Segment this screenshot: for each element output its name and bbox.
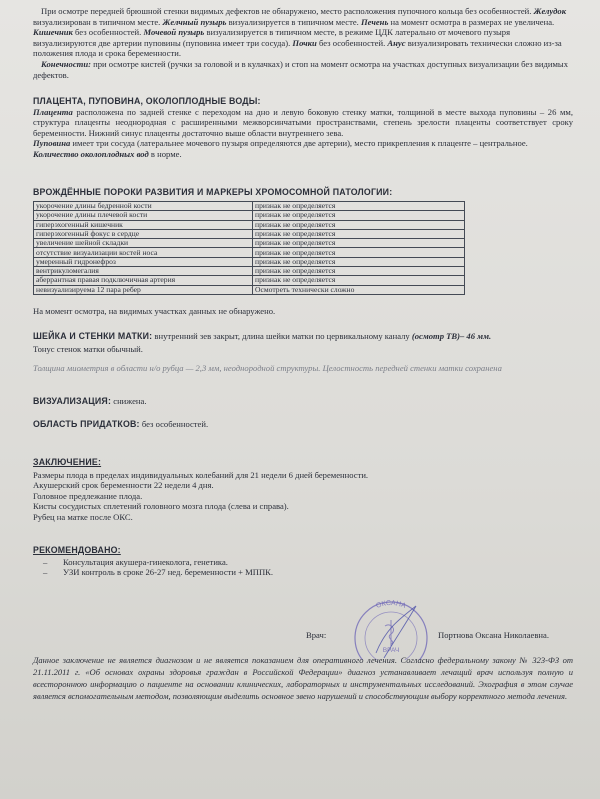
amniotic-fluid-text: в норме. bbox=[150, 148, 182, 159]
doctor-name: Портнова Оксана Николаевна. bbox=[438, 630, 549, 640]
liver-label: Печень bbox=[360, 16, 389, 27]
limbs-text: при осмотре кистей (ручки за головой и в кулачках) и стоп на момент осмотра на участках доступных визуализации без видимых дефектов. bbox=[33, 58, 568, 80]
markers-note bbox=[33, 306, 573, 317]
conclusion-heading: ЗАКЛЮЧЕНИЕ: bbox=[33, 457, 102, 467]
conclusion-section bbox=[33, 457, 573, 523]
markers-section bbox=[33, 187, 573, 198]
marker-name: укорочение длины плечевой кости bbox=[34, 211, 253, 220]
conclusion-line: Кисты сосудистых сплетений головного мозга плода (слева и справа). bbox=[33, 501, 289, 512]
visualization-heading: ВИЗУАЛИЗАЦИЯ: bbox=[33, 396, 112, 406]
cervix-text: внутренний зев закрыт, длина шейки матки по цервикальному каналу bbox=[154, 331, 410, 341]
bladder-text: визуализируется в типичном месте, в режиме ЦДК латерально от мочевого пузыря визуализируются две артерии пуповины (пуповина имеет три сосуда). bbox=[33, 27, 511, 48]
marker-name: невизуализируема 12 пара ребер bbox=[34, 285, 253, 294]
recommended-section bbox=[33, 545, 573, 578]
bladder-label: Мочевой пузырь bbox=[143, 27, 205, 38]
stomach-text: визуализирован в типичном месте. bbox=[33, 16, 161, 27]
stamp-bottom-text: ВРАЧ bbox=[382, 647, 400, 654]
gallbladder-label: Желчный пузырь bbox=[162, 16, 227, 27]
doctor-stamp bbox=[346, 598, 436, 660]
umbilical-cord-text: имеет три сосуда (латеральнее мочевого пузыря определяются две артерии), место прикрепления к плаценте – центральное. bbox=[72, 138, 528, 149]
disclaimer-text: Данное заключение не является диагнозом и не является показанием для оперативного лечения. Согласно федеральному закону № 323-ФЗ от 21.11.2011 г. «Об основах охраны здоровья граждан в Российской Федерации» диагноз устанавливает лечащий врач используя полную и всестороннюю информацию о пациенте на основании клинических, лабораторных и инструментальных исследований. Эхография в этом случае является вспомогательным методом, позволяющим выделить основное звено нарушений и способствующим выбору корректного метода лечения. bbox=[33, 655, 573, 702]
markers-row bbox=[34, 276, 465, 285]
doctor-label: Врач: bbox=[306, 630, 327, 640]
liver-text: на момент осмотра в размерах не увеличена. bbox=[390, 16, 555, 27]
stamp-top-text: ОКСАНА bbox=[375, 599, 407, 610]
visualization-section bbox=[33, 396, 573, 407]
marker-status: признак не определяется bbox=[253, 257, 465, 266]
adnexa-text: без особенностей. bbox=[141, 419, 209, 429]
intestine-label: Кишечник bbox=[33, 27, 73, 38]
recommendation-item: – УЗИ контроль в сроке 26-27 нед. беременности + МППК. bbox=[33, 567, 573, 578]
conclusion-line: Акушерский срок беременности 22 недели 4 дня. bbox=[33, 480, 214, 491]
intestine-text: без особенностей. bbox=[75, 27, 142, 38]
cervix-heading: ШЕЙКА И СТЕНКИ МАТКИ: bbox=[33, 331, 153, 341]
marker-status: Осмотреть технически сложно bbox=[253, 285, 465, 294]
recommended-heading: РЕКОМЕНДОВАНО: bbox=[33, 545, 121, 555]
markers-table bbox=[33, 201, 465, 295]
placenta-text: расположена по задней стенке с переходом на дно и левую боковую стенку матки, толщиной в месте выхода пуповины – 26 мм, структура плаценты неоднородная с расширенными межворсинчатыми пространствами, степень зрелости плаценты соответствует сроку беременности. Нижний синус плаценты достаточно выше области внутреннего зева. bbox=[33, 106, 573, 138]
gallbladder-text: визуализируется в типичном месте. bbox=[228, 16, 359, 27]
marker-name: отсутствие визуализации костей носа bbox=[34, 248, 253, 257]
marker-name: вентрикуломегалия bbox=[34, 267, 253, 276]
marker-status: признак не определяется bbox=[253, 229, 465, 238]
conclusion-line: Размеры плода в пределах индивидуальных колебаний для 21 недели 6 дней беременности. bbox=[33, 469, 369, 480]
umbilical-cord-paragraph bbox=[33, 138, 573, 149]
caduceus-icon bbox=[385, 620, 393, 646]
markers-row bbox=[34, 220, 465, 229]
stomach-label: Желудок bbox=[533, 6, 567, 16]
conclusion-line: Рубец на матке после ОКС. bbox=[33, 511, 133, 522]
adnexa-section bbox=[33, 419, 573, 430]
marker-name: гиперэхогенный кишечник bbox=[34, 220, 253, 229]
markers-row bbox=[34, 248, 465, 257]
markers-row bbox=[34, 285, 465, 294]
recommendation-item: – Консультация акушера-гинеколога, генетика. bbox=[33, 557, 573, 568]
cervix-measure: (осмотр ТВ)– 46 мм. bbox=[411, 331, 492, 341]
marker-name: гиперэхогенный фокус в сердце bbox=[34, 229, 253, 238]
marker-name: умеренный гидронефроз bbox=[34, 257, 253, 266]
marker-name: аберрантная правая подключичная артерия bbox=[34, 276, 253, 285]
placenta-paragraph bbox=[33, 107, 573, 139]
marker-status: признак не определяется bbox=[253, 248, 465, 257]
cervix-paragraph bbox=[33, 331, 573, 342]
cervix-section bbox=[33, 331, 573, 354]
organs-section bbox=[33, 6, 573, 80]
kidneys-text: без особенностей. bbox=[318, 37, 386, 48]
marker-name: увеличение шейной складки bbox=[34, 239, 253, 248]
markers-row bbox=[34, 211, 465, 220]
amniotic-fluid-label: Количество околоплодных вод bbox=[33, 148, 149, 159]
markers-note-text: На момент осмотра, на видимых участках данных не обнаружено. bbox=[33, 306, 276, 316]
marker-name: укорочение длины бедренной кости bbox=[34, 202, 253, 211]
anus-text: визуализировать технически сложно из-за положения плода и срока беременности. bbox=[33, 37, 562, 59]
limbs-label: Конечности: bbox=[41, 58, 91, 69]
markers-heading: ВРОЖДЁННЫЕ ПОРОКИ РАЗВИТИЯ И МАРКЕРЫ ХРОМОСОМНОЙ ПАТОЛОГИИ: bbox=[33, 187, 393, 197]
placenta-label: Плацента bbox=[33, 106, 73, 117]
visualization-text: снижена. bbox=[113, 396, 147, 406]
marker-status: признак не определяется bbox=[253, 220, 465, 229]
marker-status: признак не определяется bbox=[253, 276, 465, 285]
uterus-tone-text: Тонус стенок матки обычный. bbox=[33, 343, 143, 354]
conclusion-line: Головное предлежание плода. bbox=[33, 490, 143, 501]
markers-row bbox=[34, 239, 465, 248]
limbs-paragraph bbox=[33, 59, 573, 80]
myometrium-text: Толщина миометрия в области н/о рубца — 2,3 мм, неоднородной структуры. Целостность передней стенки матки сохранена bbox=[33, 363, 502, 373]
placenta-heading: ПЛАЦЕНТА, ПУПОВИНА, ОКОЛОПЛОДНЫЕ ВОДЫ: bbox=[33, 96, 261, 106]
marker-status: признак не определяется bbox=[253, 211, 465, 220]
organs-paragraph bbox=[33, 6, 573, 59]
marker-status: признак не определяется bbox=[253, 267, 465, 276]
placenta-section bbox=[33, 96, 573, 160]
amniotic-fluid-paragraph bbox=[33, 149, 573, 160]
umbilical-cord-label: Пуповина bbox=[33, 138, 71, 149]
abdominal-wall-text: При осмотре передней брюшной стенки видимых дефектов не обнаружено, место расположения пупочного кольца без особенностей. bbox=[41, 6, 532, 16]
marker-status: признак не определяется bbox=[253, 239, 465, 248]
marker-status: признак не определяется bbox=[253, 202, 465, 211]
adnexa-heading: ОБЛАСТЬ ПРИДАТКОВ: bbox=[33, 419, 140, 429]
anus-label: Анус bbox=[387, 37, 406, 48]
kidneys-label: Почки bbox=[292, 37, 317, 48]
